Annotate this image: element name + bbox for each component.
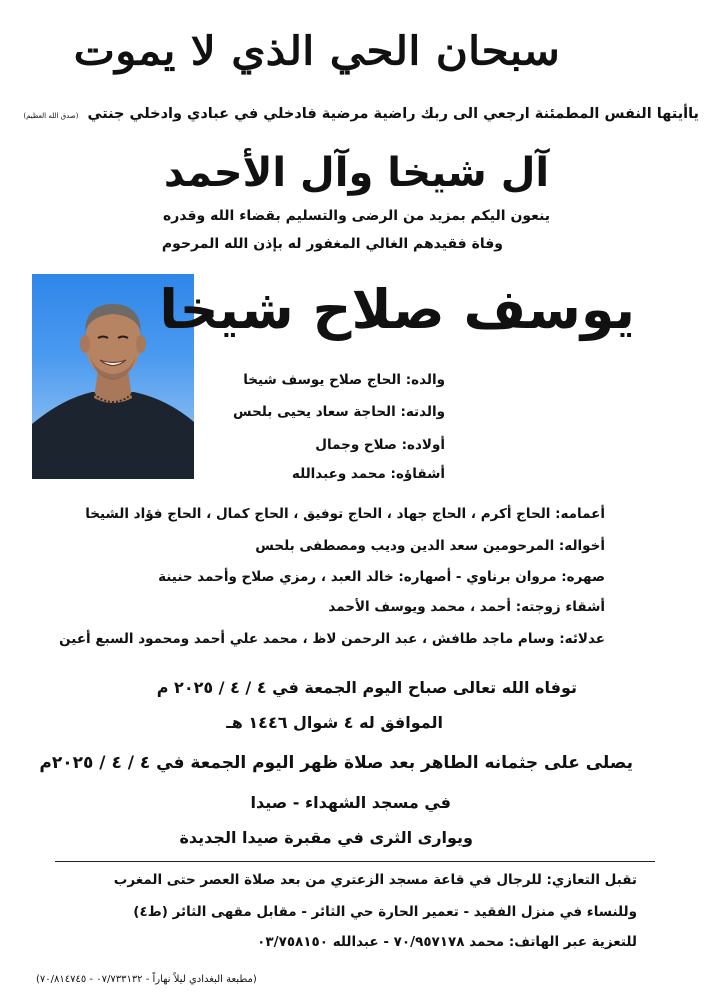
relative-in-laws: صهره: مروان برناوي - أصهاره: خالد العبد ، رمزي صلاح وأحمد حنينة <box>158 569 605 585</box>
prayer-time: يصلى على جثمانه الطاهر بعد صلاة ظهر اليوم الجمعة في ٤ / ٤ / ٢٠٢٥م <box>39 753 633 773</box>
calligraphy-text: سبحان الحي الذي لا يموت <box>73 28 560 75</box>
verse-text: ياأيتها النفس المطمئنة ارجعي الى ربك راضية مرضية فادخلي في عبادي وادخلي جنتي <box>87 106 699 122</box>
condolences-phone: للتعزية عبر الهاتف: محمد ٧٠/٩٥٧١٧٨ - عبدالله ٠٣/٧٥٨١٥٠ <box>257 934 637 950</box>
burial-place: ويوارى الثرى في مقبرة صيدا الجديدة <box>179 828 473 847</box>
relative-brothers: أشقاؤه: محمد وعبدالله <box>291 466 445 482</box>
relative-father: والده: الحاج صلاح يوسف شيخا <box>243 372 445 388</box>
condolences-women: وللنساء في منزل الفقيد - تعمير الحارة حي الثائر - مقابل مقهى الثائر (ط٤) <box>133 904 637 920</box>
deceased-name: يوسف صلاح شيخا <box>159 278 635 341</box>
quran-verse <box>23 106 699 122</box>
announcement-line-2: وفاة فقيدهم الغالي المغفور له بإذن الله المرحوم <box>161 236 503 252</box>
printer-credit: (مطبعة البغدادي ليلاً نهاراً - ٠٧/٧٣٣١٣٢ - ٧٠/٨١٤٧٤٥) <box>36 974 257 985</box>
relative-wife-brothers: أشقاء زوجته: أحمد ، محمد ويوسف الأحمد <box>328 599 605 615</box>
relative-maternal-uncles: أخواله: المرحومين سعد الدين وديب ومصطفى بلحس <box>255 538 605 554</box>
announcement-line-1: ينعون اليكم بمزيد من الرضى والتسليم بقضاء الله وقدره <box>162 208 551 224</box>
relative-co-brothers-in-law: عدلائه: وسام ماجد طافش ، عبد الرحمن لاظ ، محمد علي أحمد ومحمود السبع أعين <box>59 631 605 647</box>
relative-children: أولاده: صلاح وجمال <box>315 437 445 453</box>
calligraphy-header <box>73 8 560 98</box>
family-title: آل شيخا وآل الأحمد <box>163 150 550 196</box>
prayer-mosque: في مسجد الشهداء - صيدا <box>250 793 451 812</box>
verse-attribution: (صدق الله العظيم) <box>23 112 79 120</box>
section-divider <box>55 861 655 862</box>
condolences-men: تقبل التعازي: للرجال في قاعة مسجد الزعتري من بعد صلاة العصر حتى المغرب <box>113 872 637 888</box>
hijri-date: الموافق له ٤ شوال ١٤٤٦ هـ <box>226 713 443 732</box>
relative-paternal-uncles: أعمامه: الحاج أكرم ، الحاج جهاد ، الحاج توفيق ، الحاج كمال ، الحاج فؤاد الشيخا <box>85 506 605 522</box>
death-date: توفاه الله تعالى صباح اليوم الجمعة في ٤ / ٤ / ٢٠٢٥ م <box>156 678 577 697</box>
relative-mother: والدته: الحاجة سعاد يحيى بلحس <box>232 404 445 420</box>
